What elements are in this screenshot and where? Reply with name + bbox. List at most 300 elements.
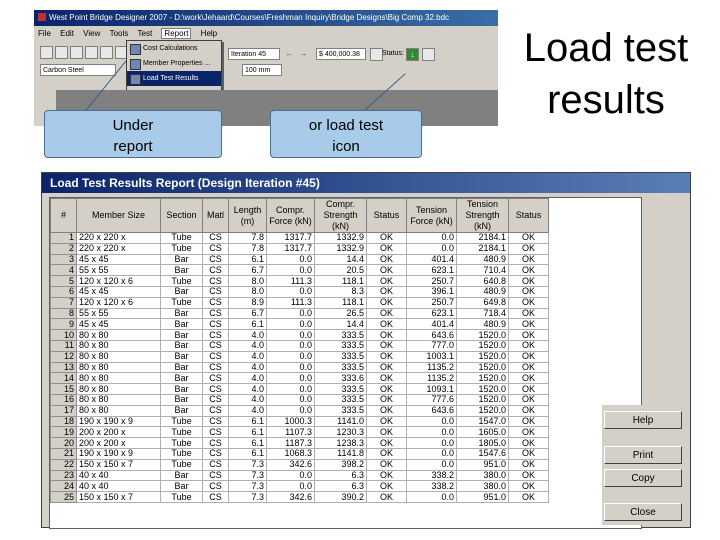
compression-force-cell: 111.3 — [267, 276, 315, 287]
material-cell: CS — [203, 459, 229, 470]
section-cell: Tube — [161, 427, 203, 438]
callout-under-report-text: Under report — [112, 117, 154, 155]
table-row[interactable] — [51, 470, 549, 481]
menu-bar — [34, 26, 498, 42]
compression-status-cell: OK — [367, 340, 407, 351]
material-cell: CS — [203, 470, 229, 481]
compression-status-cell: OK — [367, 276, 407, 287]
tension-status-cell: OK — [509, 319, 549, 330]
section-cell: Bar — [161, 286, 203, 297]
member-number-cell: 2 — [51, 243, 77, 254]
column-header[interactable]: # — [51, 199, 77, 233]
member-number-cell: 9 — [51, 319, 77, 330]
length-cell: 8.9 — [229, 297, 267, 308]
table-row[interactable] — [51, 254, 549, 265]
compression-status-cell: OK — [367, 470, 407, 481]
help-button[interactable]: Help — [604, 411, 682, 429]
compression-strength-cell: 333.5 — [315, 362, 367, 373]
member-size-cell: 80 x 80 — [77, 373, 161, 384]
tension-force-cell: 0.0 — [407, 243, 457, 254]
length-cell: 6.1 — [229, 416, 267, 427]
tension-strength-cell: 1520.0 — [457, 340, 509, 351]
member-size-cell: 220 x 220 x — [77, 233, 161, 244]
tension-force-cell: 1003.1 — [407, 351, 457, 362]
member-number-cell: 11 — [51, 340, 77, 351]
tension-strength-cell: 951.0 — [457, 492, 509, 503]
length-cell: 4.0 — [229, 351, 267, 362]
print-button[interactable]: Print — [604, 446, 682, 464]
member-size-cell: 120 x 120 x 6 — [77, 297, 161, 308]
section-cell: Bar — [161, 384, 203, 395]
member-number-cell: 20 — [51, 438, 77, 449]
member-number-cell: 16 — [51, 394, 77, 405]
compression-strength-cell: 14.4 — [315, 254, 367, 265]
section-cell: Tube — [161, 492, 203, 503]
tension-status-cell: OK — [509, 416, 549, 427]
tension-status-cell: OK — [509, 276, 549, 287]
print-icon[interactable] — [85, 46, 98, 59]
table-row[interactable] — [51, 394, 549, 405]
compression-strength-cell: 8.3 — [315, 286, 367, 297]
member-number-cell: 19 — [51, 427, 77, 438]
length-cell: 6.1 — [229, 427, 267, 438]
table-row[interactable] — [51, 481, 549, 492]
tension-strength-cell: 1547.0 — [457, 416, 509, 427]
tension-status-cell: OK — [509, 340, 549, 351]
table-row[interactable] — [51, 233, 549, 244]
tension-force-cell: 0.0 — [407, 448, 457, 459]
compression-strength-cell: 333.5 — [315, 405, 367, 416]
column-header[interactable]: Status — [367, 199, 407, 233]
toolbar — [34, 44, 498, 82]
member-size-cell: 45 x 45 — [77, 319, 161, 330]
column-header[interactable]: Section — [161, 199, 203, 233]
results-table — [50, 198, 549, 503]
compression-strength-cell: 1238.3 — [315, 438, 367, 449]
section-cell: Tube — [161, 243, 203, 254]
callout-load-test-icon — [270, 110, 422, 158]
table-row[interactable] — [51, 243, 549, 254]
length-cell: 4.0 — [229, 394, 267, 405]
load-test-report-window — [41, 172, 691, 528]
table-row[interactable] — [51, 438, 549, 449]
tension-status-cell: OK — [509, 233, 549, 244]
table-row[interactable] — [51, 459, 549, 470]
menu-item-member-properties[interactable]: Member Properties ... — [127, 56, 221, 71]
compression-strength-cell: 1141.8 — [315, 448, 367, 459]
tension-force-cell: 0.0 — [407, 233, 457, 244]
tension-strength-cell: 380.0 — [457, 470, 509, 481]
tension-status-cell: OK — [509, 243, 549, 254]
tension-force-cell: 0.0 — [407, 416, 457, 427]
table-row[interactable] — [51, 340, 549, 351]
member-size-cell: 190 x 190 x 9 — [77, 448, 161, 459]
compression-status-cell: OK — [367, 351, 407, 362]
status-ok-icon: ↓ — [406, 48, 419, 61]
material-cell: CS — [203, 286, 229, 297]
tension-strength-cell: 480.9 — [457, 319, 509, 330]
member-number-cell: 23 — [51, 470, 77, 481]
tension-strength-cell: 640.8 — [457, 276, 509, 287]
member-number-cell: 21 — [51, 448, 77, 459]
tension-strength-cell: 1520.0 — [457, 362, 509, 373]
tension-strength-cell: 951.0 — [457, 459, 509, 470]
column-header[interactable]: Status — [509, 199, 549, 233]
tension-strength-cell: 1520.0 — [457, 394, 509, 405]
tension-strength-cell: 380.0 — [457, 481, 509, 492]
length-cell: 6.1 — [229, 254, 267, 265]
compression-status-cell: OK — [367, 394, 407, 405]
table-row[interactable] — [51, 427, 549, 438]
member-size-cell: 45 x 45 — [77, 254, 161, 265]
iteration-select[interactable]: Iteration 45 — [228, 48, 280, 60]
column-header[interactable]: Tension Force (kN) — [407, 199, 457, 233]
length-cell: 8.0 — [229, 286, 267, 297]
length-cell: 6.1 — [229, 438, 267, 449]
section-cell: Bar — [161, 319, 203, 330]
menu-view[interactable]: View — [83, 29, 101, 38]
compression-status-cell: OK — [367, 286, 407, 297]
close-button[interactable]: Close — [604, 503, 682, 521]
compression-status-cell: OK — [367, 319, 407, 330]
member-size-cell: 40 x 40 — [77, 470, 161, 481]
menu-file[interactable]: File — [38, 29, 51, 38]
compression-strength-cell: 1141.0 — [315, 416, 367, 427]
tension-force-cell: 338.2 — [407, 481, 457, 492]
tension-status-cell: OK — [509, 427, 549, 438]
save-file-icon[interactable] — [70, 46, 83, 59]
material-cell: CS — [203, 233, 229, 244]
material-cell: CS — [203, 438, 229, 449]
new-file-icon[interactable] — [40, 46, 53, 59]
compression-status-cell: OK — [367, 254, 407, 265]
tension-status-cell: OK — [509, 330, 549, 341]
table-row[interactable] — [51, 308, 549, 319]
table-row[interactable] — [51, 492, 549, 503]
tension-force-cell: 0.0 — [407, 492, 457, 503]
member-size-cell: 55 x 55 — [77, 308, 161, 319]
section-cell: Bar — [161, 308, 203, 319]
report-title-bar: Load Test Results Report (Design Iteration #45) — [42, 173, 690, 193]
member-size-cell: 80 x 80 — [77, 351, 161, 362]
menu-report[interactable]: Report — [161, 28, 191, 39]
member-size-cell: 220 x 220 x — [77, 243, 161, 254]
compression-strength-cell: 390.2 — [315, 492, 367, 503]
material-cell: CS — [203, 492, 229, 503]
length-cell: 4.0 — [229, 405, 267, 416]
tension-status-cell: OK — [509, 373, 549, 384]
compression-force-cell: 0.0 — [267, 351, 315, 362]
compression-force-cell: 1107.3 — [267, 427, 315, 438]
compression-status-cell: OK — [367, 308, 407, 319]
member-size-cell: 45 x 45 — [77, 286, 161, 297]
tension-strength-cell: 1805.0 — [457, 438, 509, 449]
column-header[interactable]: Tension Strength (kN) — [457, 199, 509, 233]
tension-force-cell: 338.2 — [407, 470, 457, 481]
table-row[interactable] — [51, 373, 549, 384]
table-row[interactable] — [51, 265, 549, 276]
section-cell: Bar — [161, 340, 203, 351]
compression-status-cell: OK — [367, 297, 407, 308]
length-cell: 7.3 — [229, 459, 267, 470]
table-row[interactable] — [51, 362, 549, 373]
tension-status-cell: OK — [509, 448, 549, 459]
compression-status-cell: OK — [367, 427, 407, 438]
member-number-cell: 18 — [51, 416, 77, 427]
material-cell: CS — [203, 265, 229, 276]
material-cell: CS — [203, 340, 229, 351]
compression-force-cell: 0.0 — [267, 330, 315, 341]
tension-strength-cell: 2184.1 — [457, 233, 509, 244]
menu-item-load-test-results[interactable]: Load Test Results — [127, 71, 221, 86]
tension-status-cell: OK — [509, 297, 549, 308]
material-cell: CS — [203, 308, 229, 319]
member-size-cell: 80 x 80 — [77, 340, 161, 351]
material-cell: CS — [203, 362, 229, 373]
material-cell: CS — [203, 243, 229, 254]
section-cell: Tube — [161, 416, 203, 427]
section-cell: Tube — [161, 276, 203, 287]
length-cell: 7.3 — [229, 492, 267, 503]
length-cell: 4.0 — [229, 362, 267, 373]
compression-status-cell: OK — [367, 405, 407, 416]
menu-test[interactable]: Test — [137, 29, 153, 38]
compression-force-cell: 0.0 — [267, 373, 315, 384]
tension-status-cell: OK — [509, 459, 549, 470]
tension-force-cell: 0.0 — [407, 459, 457, 470]
tension-force-cell: 623.1 — [407, 265, 457, 276]
app-window-title: West Point Bridge Designer 2007 - D:\work\Jehaard\Courses\Freshman Inquiry\Bridge Designs\Big Comp 32.bdc — [49, 13, 450, 22]
section-cell: Bar — [161, 373, 203, 384]
member-size-cell: 80 x 80 — [77, 405, 161, 416]
results-table-container[interactable] — [49, 197, 642, 529]
tension-force-cell: 250.7 — [407, 297, 457, 308]
material-cell: CS — [203, 319, 229, 330]
material-cell: CS — [203, 448, 229, 459]
column-header[interactable]: Compr. Strength (kN) — [315, 199, 367, 233]
tension-status-cell: OK — [509, 438, 549, 449]
member-number-cell: 3 — [51, 254, 77, 265]
compression-force-cell: 0.0 — [267, 481, 315, 492]
compression-status-cell: OK — [367, 330, 407, 341]
length-cell: 7.3 — [229, 481, 267, 492]
compression-force-cell: 0.0 — [267, 286, 315, 297]
material-cell: CS — [203, 373, 229, 384]
compression-strength-cell: 333.5 — [315, 384, 367, 395]
tension-force-cell: 1135.2 — [407, 362, 457, 373]
compression-force-cell: 1317.7 — [267, 233, 315, 244]
tension-strength-cell: 710.4 — [457, 265, 509, 276]
tension-strength-cell: 718.4 — [457, 308, 509, 319]
compression-strength-cell: 333.5 — [315, 330, 367, 341]
menu-item-cost-calculations[interactable]: Cost Calculations — [127, 41, 221, 56]
open-file-icon[interactable] — [55, 46, 68, 59]
tension-status-cell: OK — [509, 470, 549, 481]
tension-force-cell: 777.6 — [407, 394, 457, 405]
load-test-results-icon[interactable] — [422, 48, 435, 61]
section-cell: Bar — [161, 394, 203, 405]
tension-status-cell: OK — [509, 286, 549, 297]
compression-force-cell: 342.6 — [267, 492, 315, 503]
tension-force-cell: 643.6 — [407, 330, 457, 341]
compression-status-cell: OK — [367, 243, 407, 254]
tension-status-cell: OK — [509, 265, 549, 276]
tension-strength-cell: 1520.0 — [457, 351, 509, 362]
forward-arrow-icon[interactable]: → — [299, 49, 308, 58]
table-row[interactable] — [51, 384, 549, 395]
column-header[interactable]: Compr. Force (kN) — [267, 199, 315, 233]
member-size-cell: 80 x 80 — [77, 330, 161, 341]
tension-force-cell: 1135.2 — [407, 373, 457, 384]
tension-status-cell: OK — [509, 492, 549, 503]
compression-status-cell: OK — [367, 448, 407, 459]
compression-strength-cell: 333.5 — [315, 394, 367, 405]
tension-strength-cell: 1605.0 — [457, 427, 509, 438]
member-number-cell: 1 — [51, 233, 77, 244]
length-cell: 6.7 — [229, 265, 267, 276]
member-number-cell: 5 — [51, 276, 77, 287]
copy-button[interactable]: Copy — [604, 469, 682, 487]
compression-force-cell: 1000.3 — [267, 416, 315, 427]
compression-strength-cell: 118.1 — [315, 276, 367, 287]
tension-status-cell: OK — [509, 308, 549, 319]
table-header-row — [51, 199, 549, 233]
member-size-cell: 80 x 80 — [77, 384, 161, 395]
member-number-cell: 14 — [51, 373, 77, 384]
member-size-cell: 150 x 150 x 7 — [77, 459, 161, 470]
status-label: Status: — [382, 50, 404, 57]
compression-force-cell: 0.0 — [267, 308, 315, 319]
compression-strength-cell: 26.5 — [315, 308, 367, 319]
compression-strength-cell: 6.3 — [315, 481, 367, 492]
callout-under-report — [44, 110, 222, 158]
size-select[interactable]: 100 mm — [242, 64, 282, 76]
table-row[interactable] — [51, 319, 549, 330]
menu-help[interactable]: Help — [200, 29, 218, 38]
compression-force-cell: 0.0 — [267, 384, 315, 395]
compression-force-cell: 0.0 — [267, 265, 315, 276]
member-number-cell: 17 — [51, 405, 77, 416]
table-row[interactable] — [51, 405, 549, 416]
app-title-bar — [34, 10, 498, 26]
member-size-cell: 200 x 200 x — [77, 438, 161, 449]
table-row[interactable] — [51, 330, 549, 341]
column-header[interactable]: Member Size — [77, 199, 161, 233]
length-cell: 7.8 — [229, 233, 267, 244]
tension-status-cell: OK — [509, 254, 549, 265]
table-row[interactable] — [51, 351, 549, 362]
material-cell: CS — [203, 481, 229, 492]
tension-force-cell: 777.0 — [407, 340, 457, 351]
length-cell: 6.7 — [229, 308, 267, 319]
compression-force-cell: 111.3 — [267, 297, 315, 308]
table-row[interactable] — [51, 416, 549, 427]
material-select[interactable]: Carbon Steel — [40, 64, 116, 76]
member-number-cell: 10 — [51, 330, 77, 341]
compression-status-cell: OK — [367, 416, 407, 427]
column-header[interactable]: Matl — [203, 199, 229, 233]
report-icon[interactable] — [100, 46, 113, 59]
compression-strength-cell: 333.6 — [315, 373, 367, 384]
table-row[interactable] — [51, 276, 549, 287]
section-cell: Bar — [161, 405, 203, 416]
tension-status-cell: OK — [509, 351, 549, 362]
tension-force-cell: 623.1 — [407, 308, 457, 319]
section-cell: Bar — [161, 265, 203, 276]
member-size-cell: 190 x 190 x 9 — [77, 416, 161, 427]
compression-strength-cell: 20.5 — [315, 265, 367, 276]
section-cell: Bar — [161, 470, 203, 481]
section-cell: Tube — [161, 233, 203, 244]
member-number-cell: 22 — [51, 459, 77, 470]
length-cell: 6.1 — [229, 319, 267, 330]
member-number-cell: 4 — [51, 265, 77, 276]
compression-force-cell: 1187.3 — [267, 438, 315, 449]
back-arrow-icon[interactable]: ← — [285, 49, 294, 58]
compression-status-cell: OK — [367, 384, 407, 395]
compression-status-cell: OK — [367, 438, 407, 449]
cost-display: $ 400,000.38 — [316, 48, 366, 60]
compression-status-cell: OK — [367, 265, 407, 276]
member-size-cell: 80 x 80 — [77, 362, 161, 373]
compression-strength-cell: 1230.3 — [315, 427, 367, 438]
compression-force-cell: 0.0 — [267, 470, 315, 481]
compression-force-cell: 342.6 — [267, 459, 315, 470]
table-row[interactable] — [51, 297, 549, 308]
callout-load-test-icon-text: or load test icon — [308, 117, 384, 155]
member-size-cell: 120 x 120 x 6 — [77, 276, 161, 287]
column-header[interactable]: Length (m) — [229, 199, 267, 233]
slide-heading: Load test results — [523, 26, 689, 122]
tension-status-cell: OK — [509, 384, 549, 395]
tension-strength-cell: 2184.1 — [457, 243, 509, 254]
table-row[interactable] — [51, 286, 549, 297]
tension-force-cell: 396.1 — [407, 286, 457, 297]
table-row[interactable] — [51, 448, 549, 459]
section-cell: Bar — [161, 254, 203, 265]
compression-force-cell: 0.0 — [267, 405, 315, 416]
material-cell: CS — [203, 351, 229, 362]
section-cell: Bar — [161, 362, 203, 373]
compression-force-cell: 1317.7 — [267, 243, 315, 254]
length-cell: 4.0 — [229, 384, 267, 395]
member-number-cell: 24 — [51, 481, 77, 492]
member-size-cell: 80 x 80 — [77, 394, 161, 405]
tension-force-cell: 250.7 — [407, 276, 457, 287]
tension-force-cell: 1093.1 — [407, 384, 457, 395]
compression-status-cell: OK — [367, 459, 407, 470]
compression-force-cell: 0.0 — [267, 319, 315, 330]
tension-strength-cell: 480.9 — [457, 254, 509, 265]
length-cell: 4.0 — [229, 340, 267, 351]
material-cell: CS — [203, 297, 229, 308]
section-cell: Tube — [161, 438, 203, 449]
compression-strength-cell: 1332.9 — [315, 233, 367, 244]
material-cell: CS — [203, 427, 229, 438]
member-size-cell: 150 x 150 x 7 — [77, 492, 161, 503]
compression-force-cell: 0.0 — [267, 394, 315, 405]
section-cell: Tube — [161, 459, 203, 470]
menu-edit[interactable]: Edit — [60, 29, 74, 38]
bridge-designer-window — [34, 10, 498, 126]
menu-tools[interactable]: Tools — [109, 29, 129, 38]
app-logo-icon — [38, 13, 46, 21]
material-cell: CS — [203, 394, 229, 405]
tension-strength-cell: 649.8 — [457, 297, 509, 308]
compression-strength-cell: 14.4 — [315, 319, 367, 330]
member-number-cell: 8 — [51, 308, 77, 319]
material-cell: CS — [203, 276, 229, 287]
